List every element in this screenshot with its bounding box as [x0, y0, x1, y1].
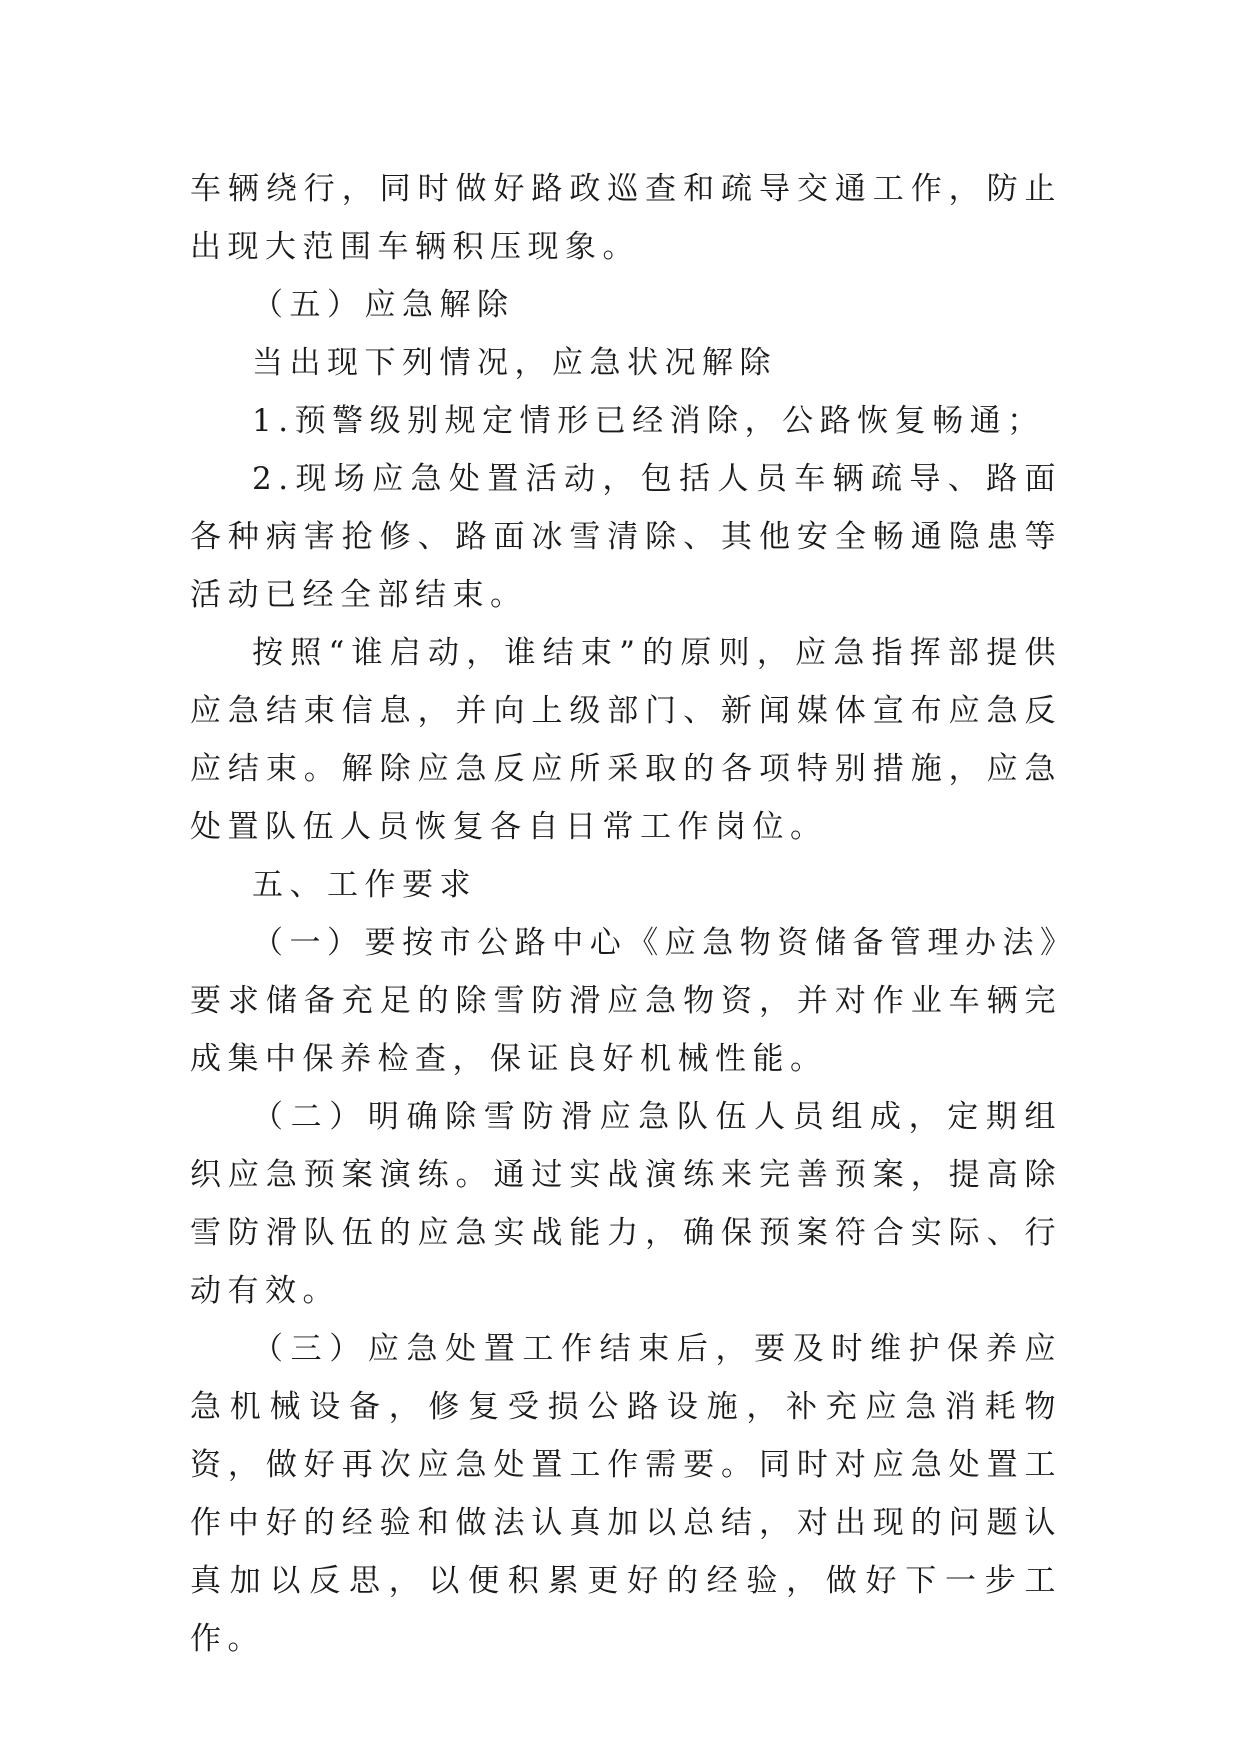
- requirement-item-3: （三）应急处置工作结束后，要及时维护保养应急机械设备，修复受损公路设施，补充应急消耗物资，做好再次应急处置工作需要。同时对应急处置工作中好的经验和做法认真加以总结，对出现的问题认真加以反思，以便积累更好的经验，做好下一步工作。: [190, 1331, 1062, 1657]
- paragraph-continuation: 车辆绕行，同时做好路政巡查和疏导交通工作，防止出现大范围车辆积压现象。: [190, 171, 1062, 265]
- requirement-item-2: （二）明确除雪防滑应急队伍人员组成，定期组织应急预案演练。通过实战演练来完善预案，提高除雪防滑队伍的应急实战能力，确保预案符合实际、行动有效。: [190, 1099, 1062, 1309]
- paragraph-release-conditions: 当出现下列情况，应急状况解除: [252, 345, 777, 381]
- list-item-1: 1.预警级别规定情形已经消除，公路恢复畅通；: [252, 403, 1045, 439]
- paragraph-principle: 按照“谁启动，谁结束”的原则，应急指挥部提供应急结束信息，并向上级部门、新闻媒体宣布应急反应结束。解除应急反应所采取的各项特别措施，应急处置队伍人员恢复各自日常工作岗位。: [190, 635, 1062, 845]
- list-item-2: 2.现场应急处置活动，包括人员车辆疏导、路面各种病害抢修、路面冰雪清除、其他安全畅通隐患等活动已经全部结束。: [190, 461, 1062, 613]
- requirement-item-1: （一）要按市公路中心《应急物资储备管理办法》要求储备充足的除雪防滑应急物资，并对作业车辆完成集中保养检查，保证良好机械性能。: [190, 925, 1062, 1077]
- document-body: [190, 160, 1062, 1668]
- section-heading-emergency-release: （五）应急解除: [252, 287, 515, 323]
- section-heading-work-requirements: 五、工作要求: [252, 867, 477, 903]
